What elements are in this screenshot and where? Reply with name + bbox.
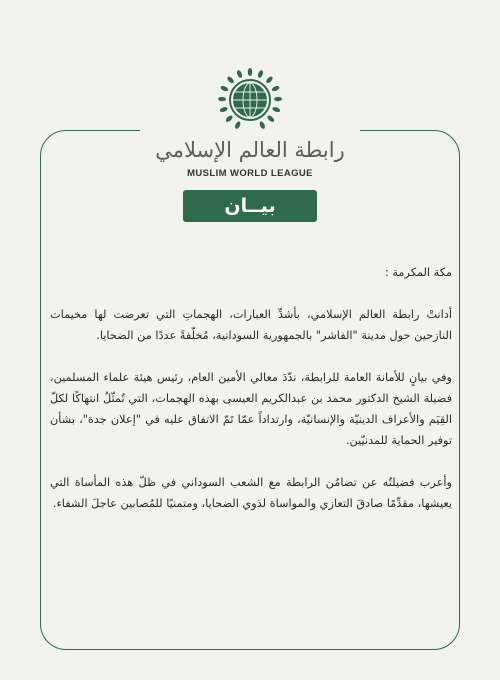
org-name-english: MUSLIM WORLD LEAGUE (187, 168, 313, 179)
org-name-arabic: رابطة العالم الإسلامي (155, 138, 345, 162)
dateline: مكة المكرمة : (384, 266, 452, 279)
globe-wreath-icon (218, 68, 282, 132)
statement-body (50, 262, 452, 535)
paragraph-3: وأعرب فضيلتُه عن تضامُن الرابطة مع الشعب السوداني في ظلّ هذه المأساة التي يعيشها، مقدِّمًا صادقَ التعازي والمواساة لذوي الضحايا، ومتمنيًا للمُصابين عاجلَ الشفاء. (50, 476, 452, 510)
statement-badge: بيــان (183, 190, 317, 222)
paragraph-1: أدانتْ رابطة العالم الإسلامي، بأشدِّ العبارات، الهجماتِ التي تعرضت لها مخيمات النازحين حول مدينة "الفاشر" بالجمهورية السودانية، مُخلّفةً عددًا من الضحايا. (50, 308, 452, 342)
paragraph-2: وفي بيانٍ للأمانة العامة للرابطة، ندّدَ معالي الأمين العام، رئيس هيئة علماء المسلمين، فضيلة الشيخ الدكتور محمد بن عبدالكريم العيسى بهذه الهجمات، التي تُمثّلُ انتهاكًا لكلّ القِيَم والأعراف الدينيّة والإنسانيّة، وارتداداً عمّا تَمّ الاتفاق عليه في "إعلان جدة"، بشأن توفير الحماية للمدنيّين. (50, 371, 452, 447)
